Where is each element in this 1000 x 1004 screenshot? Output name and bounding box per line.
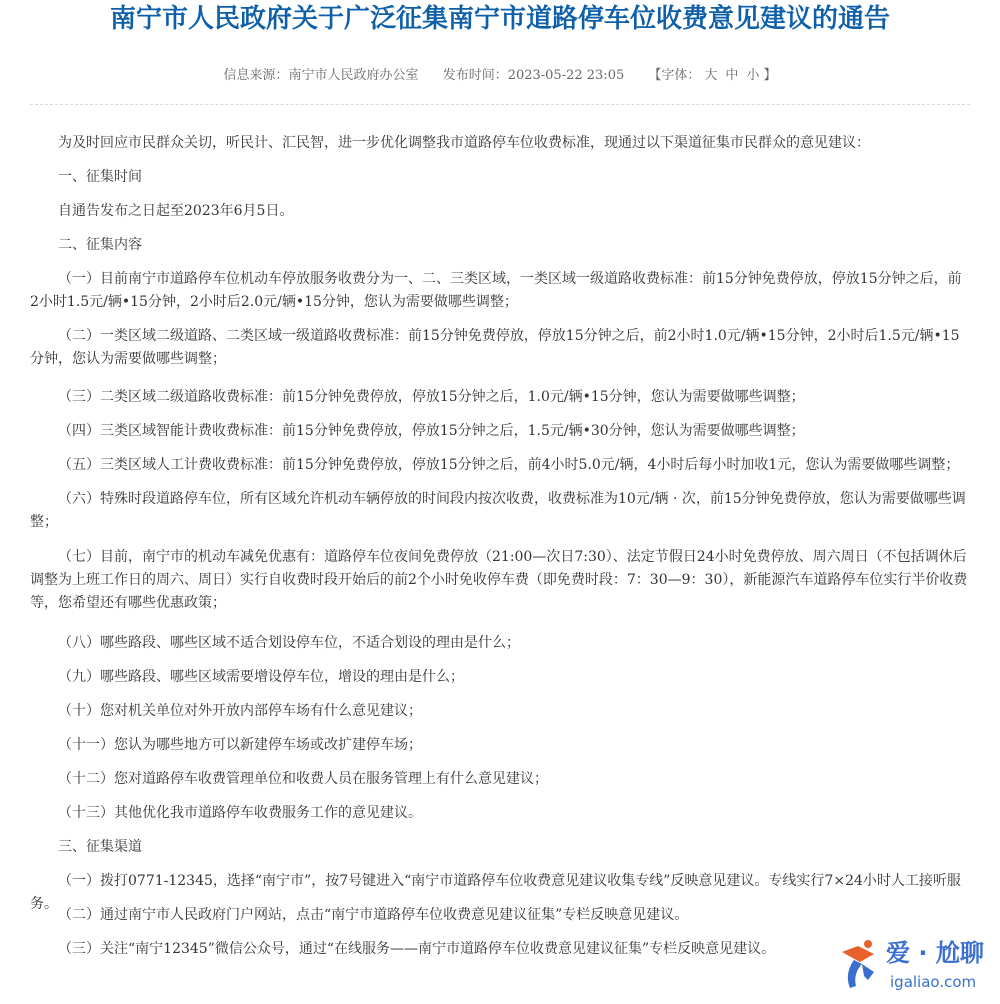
channel-item-3: （三）关注“南宁12345”微信公众号，通过“在线服务——南宁市道路停车位收费意见建议征集”专栏反映意见建议。 xyxy=(58,941,776,957)
content-item-3: （三）二类区域二级道路收费标准：前15分钟免费停放，停放15分钟之后，1.0元/辆•15分钟，您认为需要做哪些调整； xyxy=(58,389,805,405)
content-item-10: （十）您对机关单位对外开放内部停车场有什么意见建议； xyxy=(58,703,422,719)
intro-paragraph: 为及时回应市民群众关切，听民计、汇民智，进一步优化调整我市道路停车位收费标准，现通过以下渠道征集市民群众的意见建议： xyxy=(58,135,870,151)
content-item-7: （七）目前，南宁市的机动车减免优惠有：道路停车位夜间免费停放（21:00—次日7:30）、法定节假日24小时免费停放、周六周日（不包括调休后调整为上班工作日的周六、周日）实行自收费时段开始后的前2个小时免收停车费（即免费时段：7：30—9：30），新能源汽车道路停车位实行半价收费等，您希望还有哪些优惠政策； xyxy=(30,549,968,611)
section-heading-content: 二、征集内容 xyxy=(58,237,142,253)
content-item-8: （八）哪些路段、哪些区域不适合划设停车位，不适合划设的理由是什么； xyxy=(58,635,520,651)
publish-time: 发布时间：2023-05-22 23:05 xyxy=(442,68,625,83)
watermark-logo xyxy=(838,934,998,998)
section-heading-channels: 三、征集渠道 xyxy=(58,839,142,855)
font-size-label: 【字体： xyxy=(648,68,701,83)
channel-item-1: （一）拨打0771-12345，选择“南宁市”，按7号键进入“南宁市道路停车位收费意见建议收集专线”反映意见建议。专线实行7×24小时人工接听服务。 xyxy=(30,873,961,912)
content-item-4: （四）三类区域智能计费收费标准：前15分钟免费停放，停放15分钟之后，1.5元/辆•30分钟，您认为需要做哪些调整； xyxy=(58,423,805,439)
collection-period: 自通告发布之日起至2023年6月5日。 xyxy=(58,203,294,219)
content-item-13: （十三）其他优化我市道路停车收费服务工作的意见建议。 xyxy=(58,805,422,821)
content-item-12: （十二）您对道路停车收费管理单位和收费人员在服务管理上有什么意见建议； xyxy=(58,771,548,787)
content-item-5: （五）三类区域人工计费收费标准：前15分钟免费停放，停放15分钟之后，前4小时5.0元/辆，4小时后每小时加收1元，您认为需要做哪些调整； xyxy=(58,457,960,473)
content-item-11: （十一）您认为哪些地方可以新建停车场或改扩建停车场； xyxy=(58,737,422,753)
watermark-domain: igaliao.com xyxy=(890,973,977,991)
content-item-9: （九）哪些路段、哪些区域需要增设停车位，增设的理由是什么； xyxy=(58,669,464,685)
section-heading-time: 一、征集时间 xyxy=(58,169,142,185)
chat-person-icon xyxy=(838,938,882,994)
font-size-switcher xyxy=(648,68,776,83)
meta-divider xyxy=(30,104,970,105)
font-size-end: 】 xyxy=(763,68,777,83)
font-size-small-link[interactable]: 小 xyxy=(746,68,760,83)
font-size-medium-link[interactable]: 中 xyxy=(725,68,739,83)
article-meta xyxy=(0,66,1000,86)
content-item-1: （一）目前南宁市道路停车位机动车停放服务收费分为一、二、三类区域，一类区域一级道路收费标准：前15分钟免费停放，停放15分钟之后，前2小时1.5元/辆•15分钟，2小时后2.0元/辆•15分钟，您认为需要做哪些调整； xyxy=(30,271,962,310)
info-source: 信息来源：南宁市人民政府办公室 xyxy=(223,68,419,83)
content-item-6: （六）特殊时段道路停车位，所有区域允许机动车辆停放的时间段内按次收费，收费标准为10元/辆 · 次，前15分钟免费停放，您认为需要做哪些调整； xyxy=(30,491,966,530)
font-size-large-link[interactable]: 大 xyxy=(704,68,718,83)
content-item-2: （二）一类区域二级道路、二类区域一级道路收费标准：前15分钟免费停放，停放15分钟之后，前2小时1.0元/辆•15分钟，2小时后1.5元/辆•15分钟，您认为需要做哪些调整； xyxy=(30,328,960,367)
watermark-brand: 爱 · 尬聊 xyxy=(886,939,984,967)
channel-item-2: （二）通过南宁市人民政府门户网站，点击“南宁市道路停车位收费意见建议征集”专栏反映意见建议。 xyxy=(58,907,689,923)
page-title: 南宁市人民政府关于广泛征集南宁市道路停车位收费意见建议的通告 xyxy=(109,4,890,34)
